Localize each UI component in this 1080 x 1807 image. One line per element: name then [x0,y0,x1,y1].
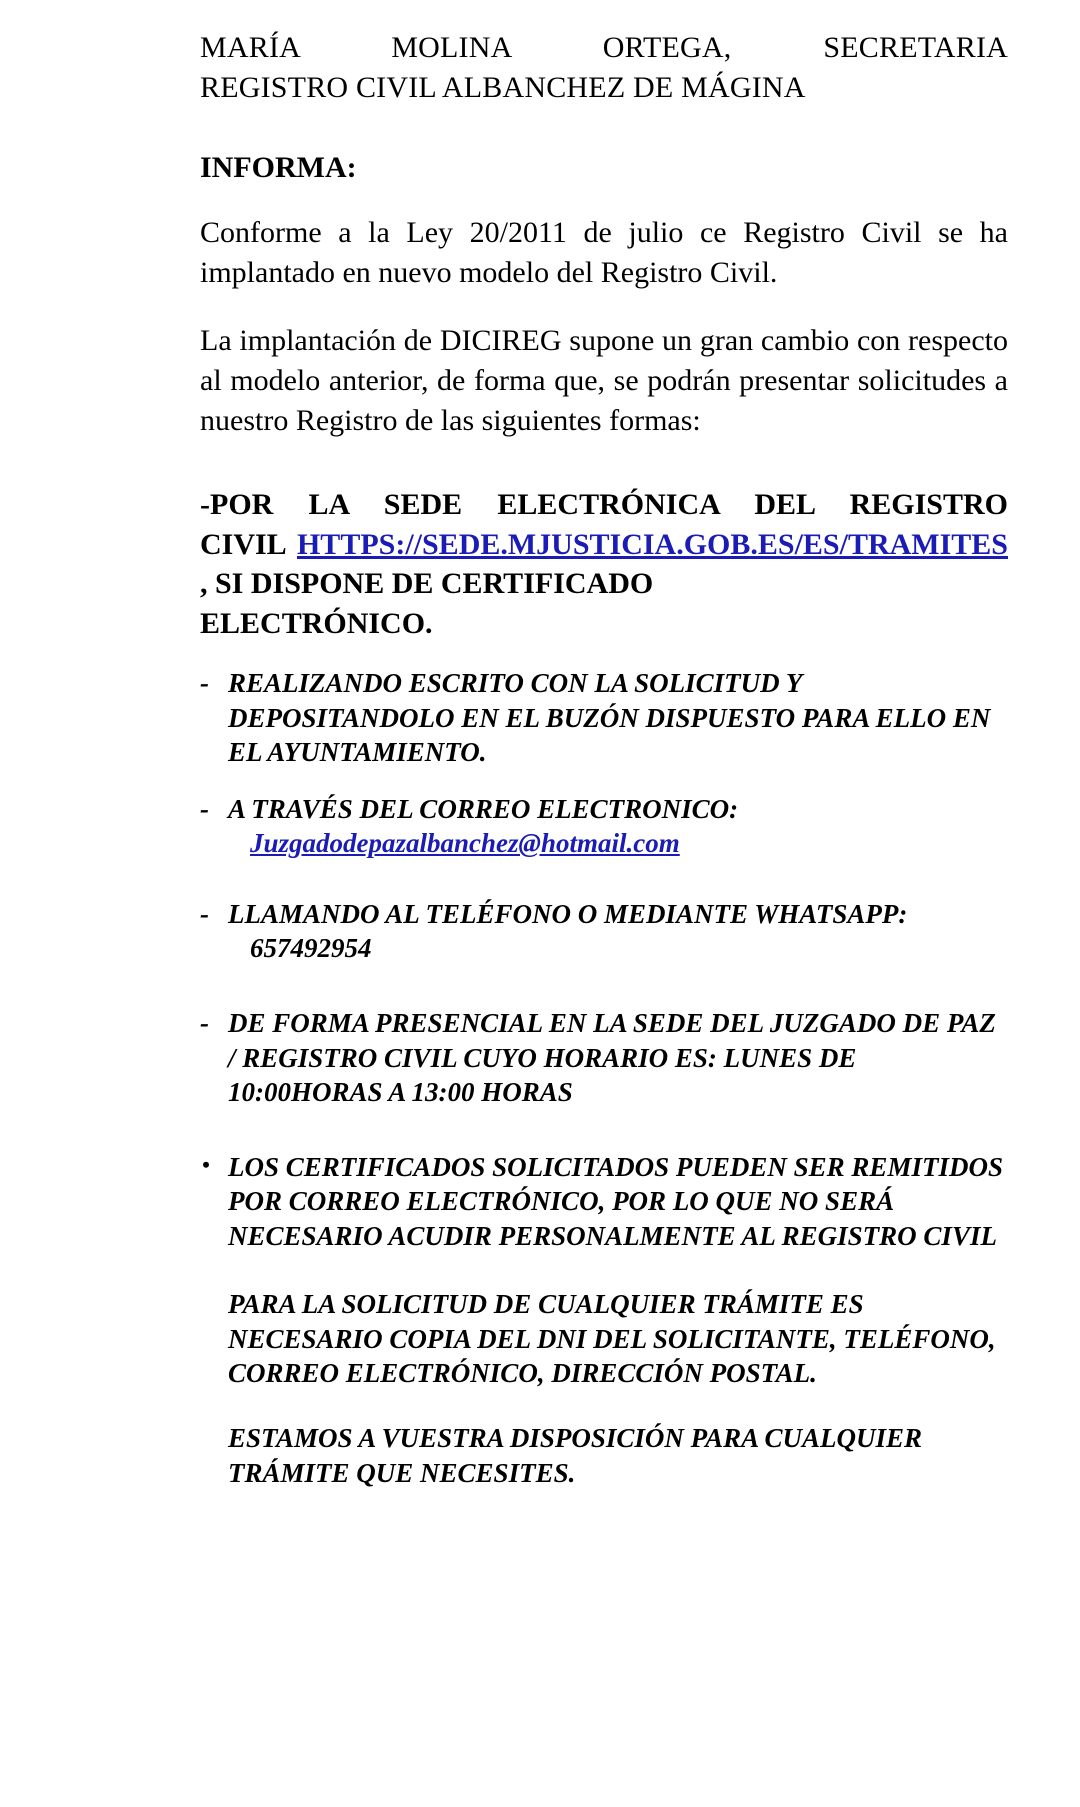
sede-line-3: , SI DISPONE DE CERTIFICADO [200,567,654,601]
document-header [200,28,1008,107]
header-line-2: REGISTRO CIVIL ALBANCHEZ DE MÁGINA [200,70,806,104]
sede-line-4: ELECTRÓNICO. [200,607,433,641]
sede-line-2: CIVIL [200,527,286,561]
list-item-text: LLAMANDO AL TELÉFONO O MEDIANTE WHATSAPP: [228,898,908,929]
informa-label: INFORMA: [200,151,357,185]
list-item [200,1150,1008,1254]
list-item [200,897,1008,966]
paragraph-1: Conforme a la Ley 20/2011 de julio ce Registro Civil se ha implantado en nuevo modelo del Registro Civil. [200,216,1008,290]
bullet-marker: - [200,668,209,699]
list-item [200,1006,1008,1110]
list-item-text: LOS CERTIFICADOS SOLICITADOS PUEDEN SER REMITIDOS POR CORREO ELECTRÓNICO, POR LO QUE NO SERÁ NECESARIO ACUDIR PERSONALMENTE AL REGISTRO CIVIL [228,1151,1003,1251]
list-item-text: REALIZANDO ESCRITO CON LA SOLICITUD Y DEPOSITANDOLO EN EL BUZÓN DISPUESTO PARA ELLO EN EL AYUNTAMIENTO. [228,668,991,768]
email-line [228,826,1008,861]
list-item [200,792,1008,861]
closing-paragraph-2: ESTAMOS A VUESTRA DISPOSICIÓN PARA CUALQUIER TRÁMITE QUE NECESITES. [228,1422,922,1488]
sede-electronica-block [200,485,1008,645]
phone-number: 657492954 [250,933,372,964]
sede-line-1: -POR LA SEDE ELECTRÓNICA DEL REGISTRO [200,487,1008,521]
list-item-text: A TRAVÉS DEL CORREO ELECTRONICO: [228,793,739,824]
bullet-marker: - [200,898,209,929]
bullet-marker: - [200,793,209,824]
submission-methods-list [200,666,1008,1253]
header-line-1: MARÍA MOLINA ORTEGA, SECRETARIA [200,31,1008,64]
email-link[interactable]: Juzgadodepazalbanchez@hotmail.com [250,828,680,859]
sede-link[interactable]: HTTPS://SEDE.MJUSTICIA.GOB.ES/ES/TRAMITES [296,527,1008,561]
list-item-text: DE FORMA PRESENCIAL EN LA SEDE DEL JUZGADO DE PAZ / REGISTRO CIVIL CUYO HORARIO ES: LUNES DE 10:00HORAS A 13:00 HORAS [228,1008,996,1108]
closing-paragraph-1: PARA LA SOLICITUD DE CUALQUIER TRÁMITE ES NECESARIO COPIA DEL DNI DEL SOLICITANTE, TELÉFONO, CORREO ELECTRÓNICO, DIRECCIÓN POSTAL. [228,1289,996,1389]
bullet-marker: - [200,1008,209,1039]
paragraph-2: La implantación de DICIREG supone un gran cambio con respecto al modelo anterior, de forma que, se podrán presentar solicitudes a nuestro Registro de las siguientes formas: [200,323,1008,437]
list-item [200,666,1008,770]
bullet-marker: • [202,1151,210,1177]
